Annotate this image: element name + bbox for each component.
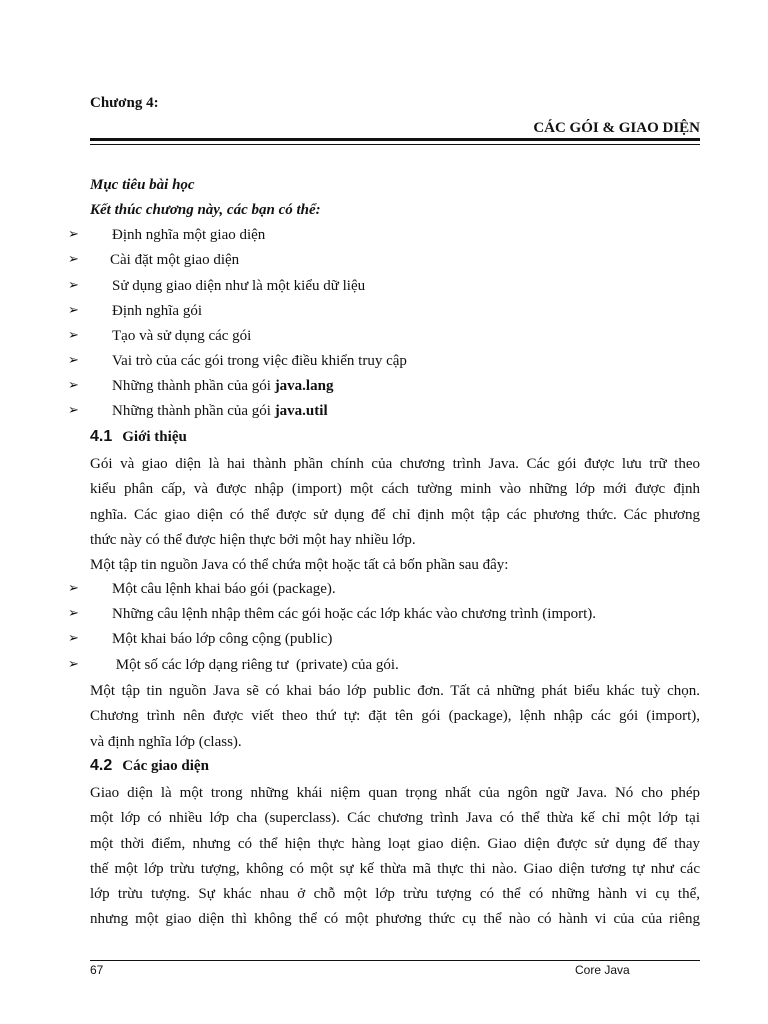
paragraph-line: kiểu phân cấp, và được nhập (import) một cách tường minh vào những lớp mới được định <box>90 481 700 498</box>
arrow-bullet-icon: ➢ <box>68 328 79 343</box>
list-item-text: Một câu lệnh khai báo gói (package). <box>112 581 336 597</box>
arrow-bullet-icon: ➢ <box>68 252 79 267</box>
objectives-title: Mục tiêu bài học <box>90 177 195 193</box>
paragraph-line: một thời điểm, nhưng có thể hiện thực hàng loạt giao diện. Giao diện được sử dụng để thay <box>90 835 700 852</box>
section-heading <box>90 757 209 775</box>
arrow-bullet-icon: ➢ <box>68 606 79 621</box>
section-heading <box>90 428 187 446</box>
arrow-bullet-icon: ➢ <box>68 403 79 418</box>
list-item <box>0 403 768 427</box>
list-item <box>0 631 768 655</box>
section-number: 4.1 <box>90 428 113 445</box>
list-item <box>0 303 768 327</box>
list-item <box>0 657 768 681</box>
paragraph-line: Gói và giao diện là hai thành phần chính của chương trình Java. Các gói được lưu trữ theo <box>90 456 700 472</box>
section-title: Giới thiệu <box>122 429 187 445</box>
list-item-bold: java.lang <box>274 378 334 394</box>
list-item-text: Vai trò của các gói trong việc điều khiển truy cập <box>112 353 407 369</box>
paragraph-line: thế một lớp trừu tượng, không có một sự kế thừa mã thực thi nào. Giao diện tương tự như các <box>90 860 700 877</box>
paragraph-line: lớp trừu tượng. Sự khác nhau ở chỗ một lớp trừu tượng có thể có những hành vi cụ thể, <box>90 886 700 903</box>
footer-book-title: Core Java <box>575 963 630 977</box>
paragraph-line: Một tập tin nguồn Java sẽ có khai báo lớp public đơn. Tất cả những phát biểu khác tuỳ chọn. <box>90 683 700 699</box>
arrow-bullet-icon: ➢ <box>68 353 79 368</box>
arrow-bullet-icon: ➢ <box>68 278 79 293</box>
arrow-bullet-icon: ➢ <box>68 227 79 242</box>
list-item-text: Những thành phần của gói <box>112 403 275 419</box>
chapter-title: CÁC GÓI & GIAO DIỆN <box>533 120 700 136</box>
list-item-text: Tạo và sử dụng các gói <box>112 328 252 344</box>
list-item <box>0 328 768 352</box>
list-item-text: Sử dụng giao diện như là một kiểu dữ liệu <box>112 278 366 294</box>
section-number: 4.2 <box>90 757 113 774</box>
arrow-bullet-icon: ➢ <box>68 657 79 672</box>
section-title: Các giao diện <box>122 758 209 774</box>
chapter-label: Chương 4: <box>90 95 159 111</box>
arrow-bullet-icon: ➢ <box>68 631 79 646</box>
list-item <box>0 353 768 377</box>
arrow-bullet-icon: ➢ <box>68 303 79 318</box>
list-item <box>0 378 768 402</box>
paragraph-line: nghĩa. Các giao diện có thể được sử dụng để chỉ định một tập các phương thức. Các phương <box>90 506 700 523</box>
list-item <box>0 606 768 630</box>
paragraph <box>90 553 700 578</box>
paragraph-line: và định nghĩa lớp (class). <box>90 733 242 750</box>
paragraph <box>90 679 700 755</box>
list-item-text: Những câu lệnh nhập thêm các gói hoặc các lớp khác vào chương trình (import). <box>112 606 597 622</box>
objectives-subtitle: Kết thúc chương này, các bạn có thể: <box>90 202 321 218</box>
header-rule-thin <box>90 144 700 145</box>
list-item <box>0 581 768 605</box>
paragraph <box>90 452 700 553</box>
paragraph-line: Một tập tin nguồn Java có thể chứa một hoặc tất cả bốn phần sau đây: <box>90 557 509 573</box>
list-item-text: Định nghĩa gói <box>112 303 202 319</box>
paragraph-line: Chương trình nên được viết theo thứ tự: đặt tên gói (package), lệnh nhập các gói (import), <box>90 708 700 725</box>
list-item <box>0 278 768 302</box>
list-item-text: Cài đặt một giao diện <box>110 252 240 268</box>
header-rule-thick <box>90 138 700 141</box>
paragraph-line: thức này có thể được hiện thực bởi một hay nhiều lớp. <box>90 531 416 548</box>
paragraph-line: nhưng một giao diện thì không thể có một phương thức cụ thể nào có hành vi của của riêng <box>90 911 700 928</box>
paragraph-line: một lớp có nhiều lớp cha (superclass). Các chương trình Java có thể thừa kế chỉ một lớp tại <box>90 810 700 827</box>
arrow-bullet-icon: ➢ <box>68 581 79 596</box>
arrow-bullet-icon: ➢ <box>68 378 79 393</box>
list-item <box>0 227 768 251</box>
list-item <box>0 252 768 276</box>
list-item-text: Những thành phần của gói <box>112 378 275 394</box>
list-item-text: Định nghĩa một giao diện <box>112 227 266 243</box>
page-number: 67 <box>90 963 104 977</box>
list-item-text: Một khai báo lớp công cộng (public) <box>112 631 333 647</box>
paragraph-line: Giao diện là một trong những khái niệm quan trọng nhất của ngôn ngữ Java. Nó cho phép <box>90 785 700 801</box>
footer-rule <box>90 960 700 961</box>
list-item-bold: java.util <box>274 403 328 419</box>
paragraph <box>90 781 700 933</box>
list-item-text: Một số các lớp dạng riêng tư (private) của gói. <box>112 657 399 673</box>
